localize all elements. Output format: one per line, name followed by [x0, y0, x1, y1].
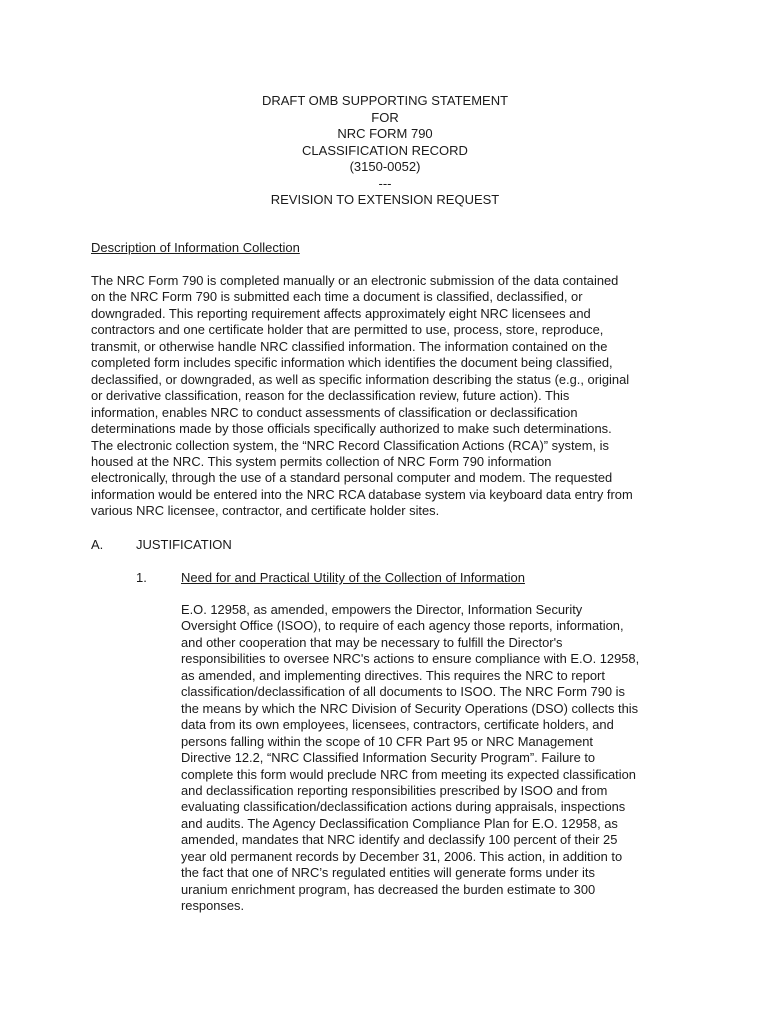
paragraph-line: the means by which the NRC Division of Security Operations (DSO) collects this	[181, 700, 639, 716]
paragraph-line: information would be entered into the NRC RCA database system via keyboard data entry from	[91, 486, 633, 502]
paragraph-line: information, enables NRC to conduct assessments of classification or declassification	[91, 404, 578, 420]
header-revision: REVISION TO EXTENSION REQUEST	[270, 192, 500, 207]
paragraph-line: as amended, and implementing directives. This requires the NRC to report	[181, 667, 605, 683]
paragraph-line: evaluating classification/declassification actions during appraisals, inspections	[181, 799, 626, 815]
paragraph-line: The electronic collection system, the “NRC Record Classification Actions (RCA)” system, is	[91, 437, 609, 453]
paragraph-line: the fact that one of NRC’s regulated entities will generate forms under its	[181, 865, 595, 881]
document-header	[0, 93, 770, 209]
description-heading: Description of Information Collection	[91, 240, 300, 255]
paragraph-line: year old permanent records by December 31, 2006. This action, in addition to	[181, 848, 623, 864]
paragraph-line: electronically, through the use of a standard personal computer and modem. The requested	[91, 470, 613, 486]
header-form-name: NRC FORM 790	[337, 126, 433, 141]
header-omb-number: (3150-0052)	[349, 159, 421, 174]
header-form-title: CLASSIFICATION RECORD	[302, 142, 468, 158]
item-1-paragraph	[181, 602, 691, 915]
item-title: Need for and Practical Utility of the Collection of Information	[181, 570, 525, 585]
paragraph-line: or derivative classification, reason for the declassification review, future action). This	[91, 388, 570, 404]
paragraph-line: and declassification reporting responsibilities prescribed by ISOO and from	[181, 782, 608, 798]
header-separator: ---	[378, 175, 392, 191]
justification-heading	[91, 537, 232, 554]
paragraph-line: Oversight Office (ISOO), to require of each agency those reports, information,	[181, 618, 624, 634]
paragraph-line: declassified, or downgraded, as well as specific information describing the status (e.g., original	[91, 371, 630, 387]
paragraph-line: data from its own employees, licensees, contractors, certificate holders, and	[181, 717, 614, 733]
paragraph-line: responses.	[181, 898, 245, 914]
header-title: DRAFT OMB SUPPORTING STATEMENT	[261, 93, 509, 108]
description-paragraph	[91, 273, 691, 520]
paragraph-line: housed at the NRC. This system permits collection of NRC Form 790 information	[91, 453, 552, 469]
paragraph-line: completed form includes specific information which identifies the document being classified,	[91, 355, 613, 371]
item-1-heading	[136, 570, 525, 587]
paragraph-line: responsibilities to oversee NRC's actions to ensure compliance with E.O. 12958,	[181, 651, 640, 667]
paragraph-line: various NRC licensee, contractor, and certificate holder sites.	[91, 503, 440, 519]
paragraph-line: amended, mandates that NRC identify and declassify 100 percent of their 25	[181, 832, 618, 848]
paragraph-line: classification/declassification of all documents to ISOO. The NRC Form 790 is	[181, 684, 625, 700]
paragraph-line: The NRC Form 790 is completed manually or an electronic submission of the data contained	[91, 273, 619, 288]
paragraph-line: and audits. The Agency Declassification Compliance Plan for E.O. 12958, as	[181, 815, 618, 831]
section-title: JUSTIFICATION	[136, 537, 232, 552]
paragraph-line: Directive 12.2, “NRC Classified Information Security Program”. Failure to	[181, 750, 596, 766]
paragraph-line: transmit, or otherwise handle NRC classified information. The information contained on the	[91, 338, 608, 354]
section-letter: A.	[91, 537, 104, 552]
paragraph-line: E.O. 12958, as amended, empowers the Director, Information Security	[181, 602, 583, 617]
paragraph-line: persons falling within the scope of 10 CFR Part 95 or NRC Management	[181, 733, 593, 749]
paragraph-line: complete this form would preclude NRC from meeting its expected classification	[181, 766, 636, 782]
paragraph-line: on the NRC Form 790 is submitted each time a document is classified, declassified, or	[91, 289, 583, 305]
paragraph-line: uranium enrichment program, has decreased the burden estimate to 300	[181, 881, 596, 897]
paragraph-line: downgraded. This reporting requirement affects approximately eight NRC licensees and	[91, 305, 591, 321]
paragraph-line: and other cooperation that may be necessary to fulfill the Director's	[181, 634, 563, 650]
paragraph-line: determinations made by those officials specifically authorized to make such determinations.	[91, 421, 612, 437]
header-for: FOR	[371, 109, 399, 125]
paragraph-line: contractors and one certificate holder that are permitted to use, process, store, reproduce,	[91, 322, 604, 338]
item-number: 1.	[136, 570, 147, 585]
